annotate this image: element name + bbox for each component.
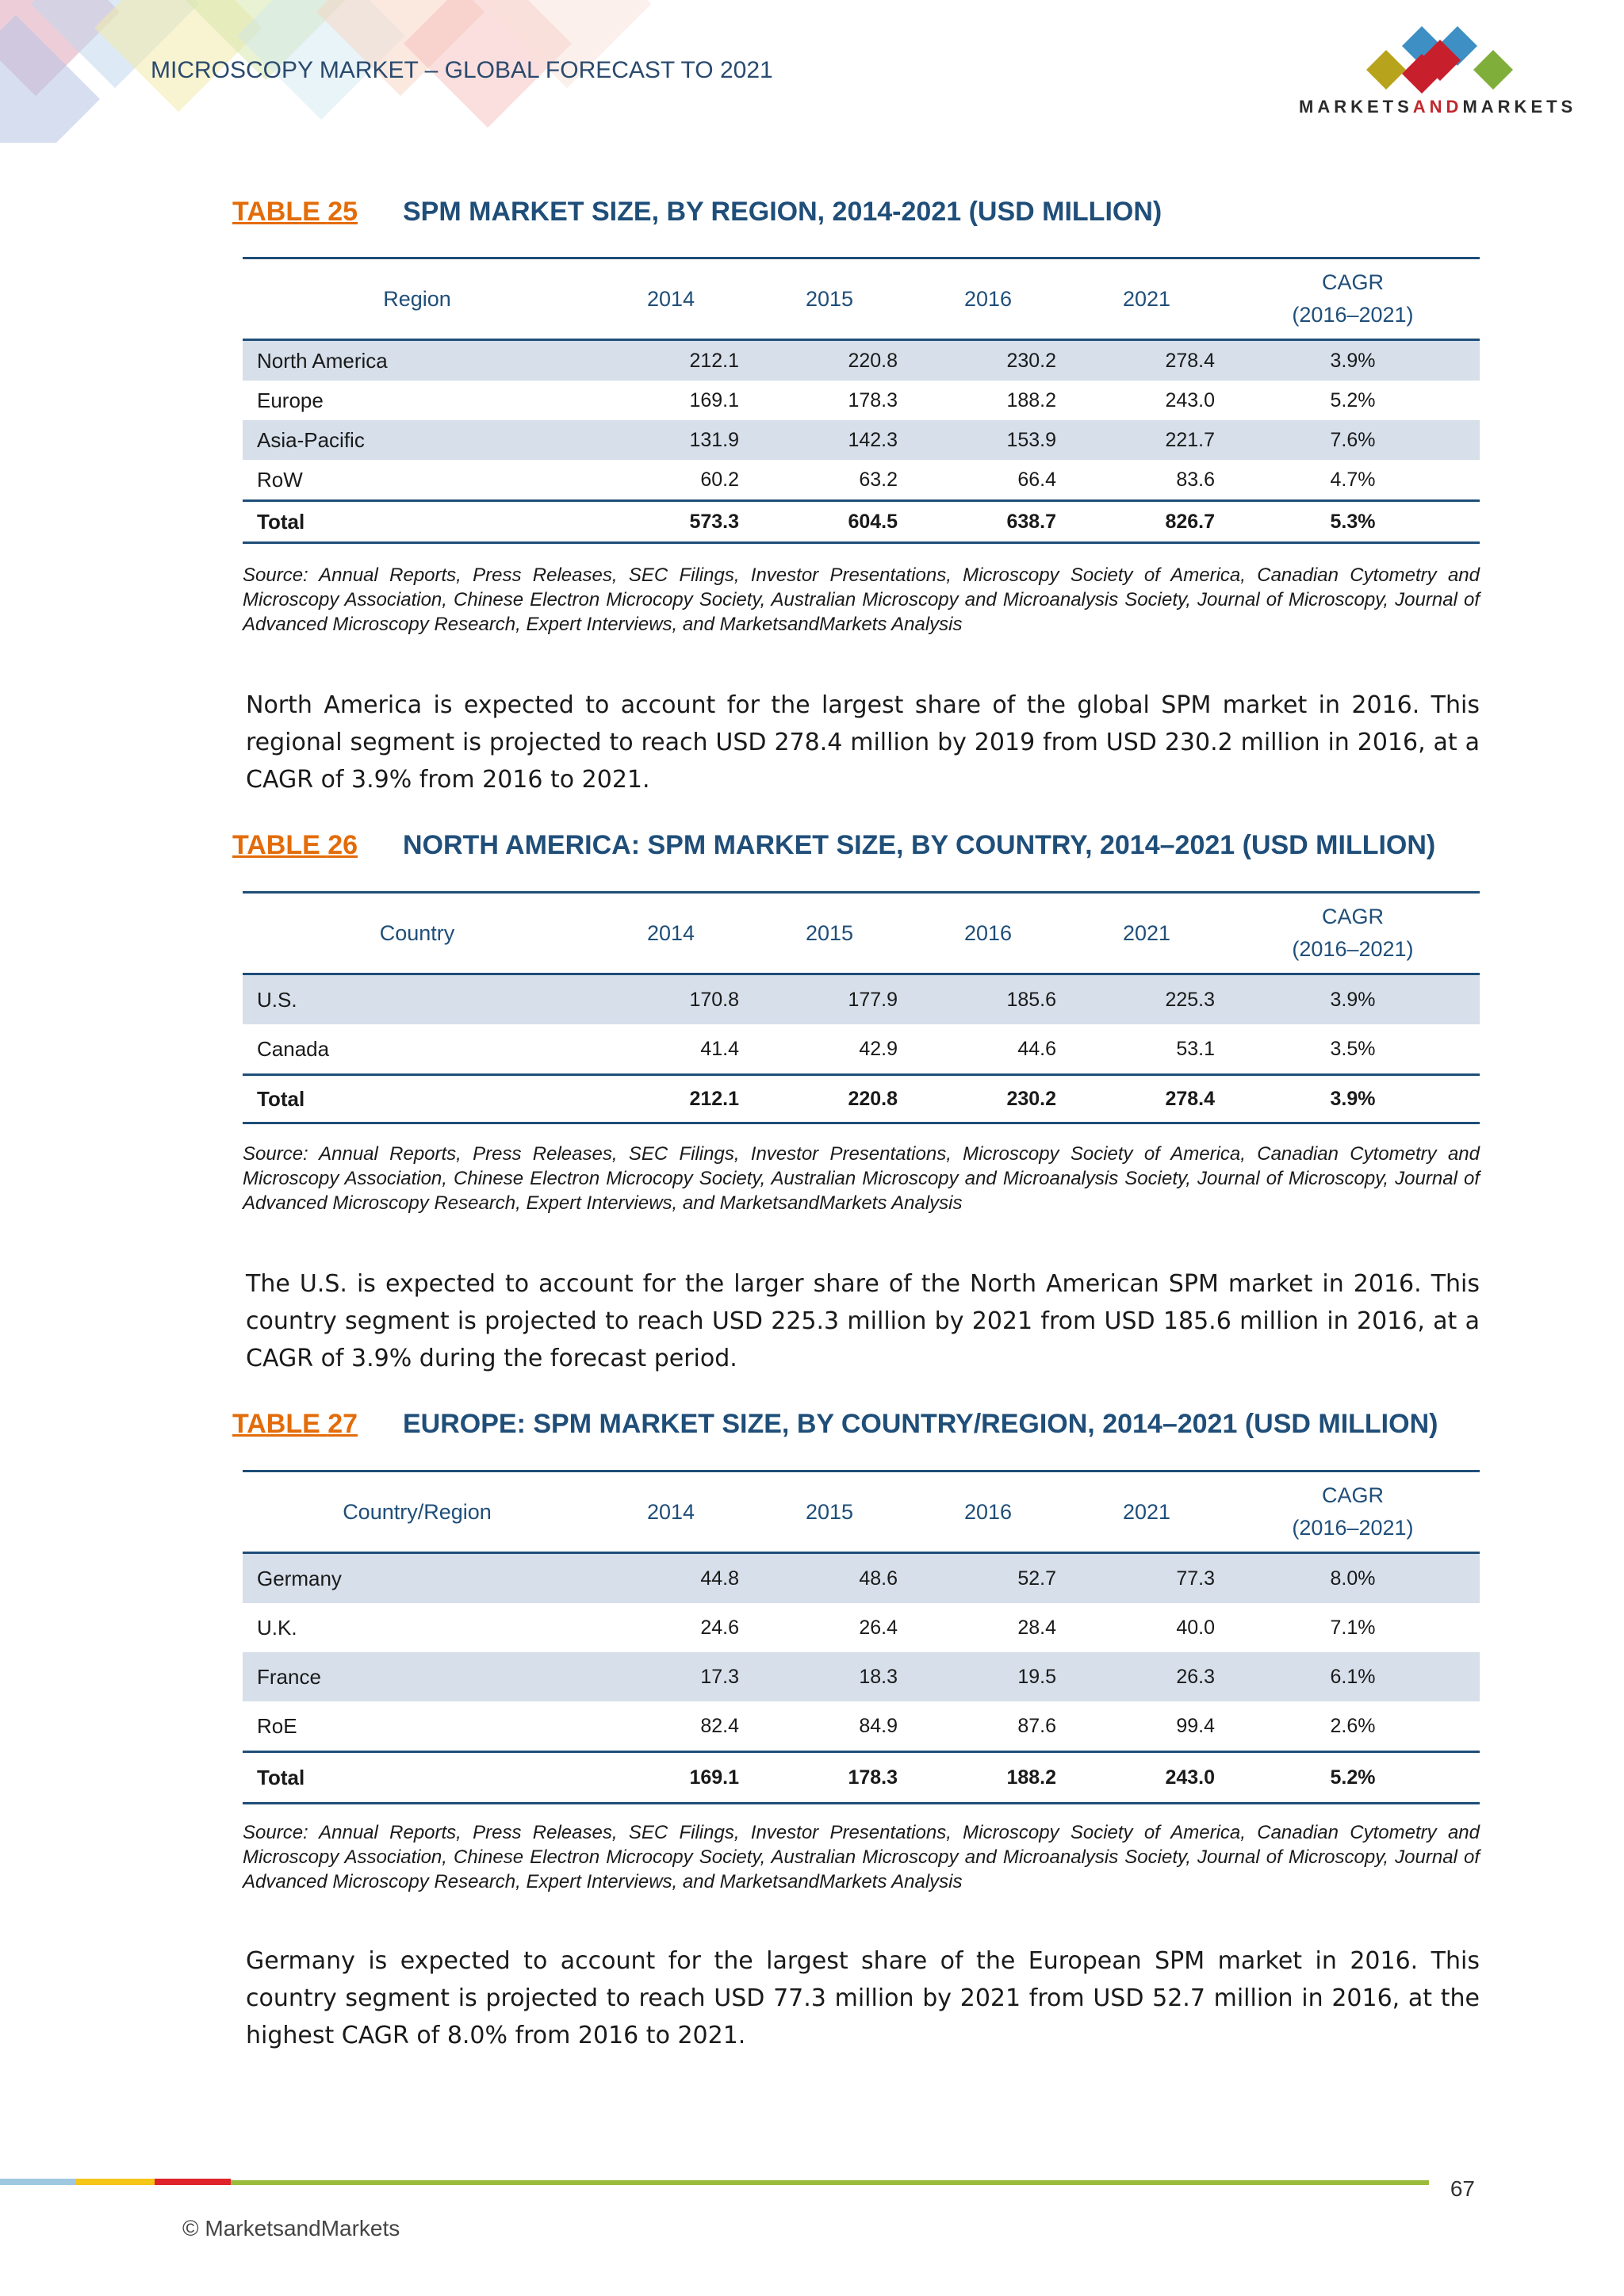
value-cell: 3.5% xyxy=(1330,1037,1376,1060)
table-row xyxy=(243,340,1480,381)
table-title: NORTH AMERICA: SPM MARKET SIZE, BY COUNTRY, 2014–2021 (USD MILLION) xyxy=(403,830,1436,860)
value-cell: 4.7% xyxy=(1330,468,1376,491)
row-label-cell: Canada xyxy=(257,1036,330,1061)
value-cell: 243.0 xyxy=(1067,1752,1226,1804)
table-27 xyxy=(243,1470,1480,1804)
logo-diamonds-icon xyxy=(1299,14,1576,101)
value-cell: 26.4 xyxy=(859,1616,898,1639)
value-cell: 41.4 xyxy=(700,1037,739,1060)
table-row xyxy=(243,1603,1480,1652)
value-cell: 19.5 xyxy=(909,1652,1067,1701)
table-row xyxy=(243,460,1480,501)
value-cell: 82.4 xyxy=(700,1714,739,1737)
table-source-note: Source: Annual Reports, Press Releases, SEC Filings, Investor Presentations, Microscopy Society of America, Canadian Cytometry and Microscopy Association, Chinese Electron Microcopy Society, Australian Microscopy and Microanalysis Society, Journal of Microscopy, Journal of Advanced Microscopy Research, Expert Interviews, and MarketsandMarkets Analysis xyxy=(243,1143,1480,1214)
value-cell: 131.9 xyxy=(592,420,750,460)
table-total-row xyxy=(243,1752,1480,1804)
column-header: 2015 xyxy=(750,893,909,974)
value-cell: 44.8 xyxy=(592,1553,750,1604)
table-27-caption xyxy=(232,1409,1438,1440)
table-title: SPM MARKET SIZE, BY REGION, 2014-2021 (USD MILLION) xyxy=(403,197,1162,227)
table-label: TABLE 27 xyxy=(232,1409,358,1439)
copyright-notice: © MarketsandMarkets xyxy=(182,2216,400,2241)
value-cell: 77.3 xyxy=(1067,1553,1226,1604)
value-cell: 8.0% xyxy=(1226,1553,1480,1604)
marketsandmarkets-logo xyxy=(1299,14,1576,125)
value-cell: 84.9 xyxy=(859,1714,898,1737)
footer-bar-segment xyxy=(155,2179,231,2185)
value-cell: 225.3 xyxy=(1067,974,1226,1025)
value-cell: 7.6% xyxy=(1226,420,1480,460)
value-cell: 28.4 xyxy=(1017,1616,1056,1639)
value-cell: 177.9 xyxy=(750,974,909,1025)
value-cell: 220.8 xyxy=(750,1075,909,1123)
value-cell: 185.6 xyxy=(909,974,1067,1025)
column-header: 2021 xyxy=(1067,1471,1226,1553)
value-cell: 188.2 xyxy=(1006,388,1056,411)
column-header: 2014 xyxy=(592,1471,750,1553)
table-title: EUROPE: SPM MARKET SIZE, BY COUNTRY/REGION, 2014–2021 (USD MILLION) xyxy=(403,1409,1438,1439)
value-cell: 278.4 xyxy=(1067,340,1226,381)
table-total-row xyxy=(243,1075,1480,1123)
value-cell: 40.0 xyxy=(1176,1616,1215,1639)
table-label: TABLE 26 xyxy=(232,830,358,860)
value-cell: 178.3 xyxy=(848,388,898,411)
value-cell: 99.4 xyxy=(1176,1714,1215,1737)
value-cell: 142.3 xyxy=(750,420,909,460)
value-cell: 604.5 xyxy=(750,501,909,543)
logo-wordmark: MARKETSANDMARKETS xyxy=(1299,97,1577,117)
value-cell: 178.3 xyxy=(750,1752,909,1804)
table-source-note: Source: Annual Reports, Press Releases, SEC Filings, Investor Presentations, Microscopy Society of America, Canadian Cytometry and Microscopy Association, Chinese Electron Microcopy Society, Australian Microscopy and Microanalysis Society, Journal of Microscopy, Journal of Advanced Microscopy Research, Expert Interviews, and MarketsandMarkets Analysis xyxy=(243,1822,1480,1892)
table-26 xyxy=(243,891,1480,1124)
value-cell: 44.6 xyxy=(1017,1037,1056,1060)
value-cell: 52.7 xyxy=(909,1553,1067,1604)
value-cell: 6.1% xyxy=(1226,1652,1480,1701)
value-cell: 53.1 xyxy=(1176,1037,1215,1060)
row-label-cell: Germany xyxy=(243,1553,592,1604)
column-header-cagr: CAGR (2016–2021) xyxy=(1226,1471,1480,1553)
value-cell: 169.1 xyxy=(592,1752,750,1804)
column-header: 2015 xyxy=(750,1471,909,1553)
value-cell: 83.6 xyxy=(1176,468,1215,491)
column-header-cagr: CAGR (2016–2021) xyxy=(1226,258,1480,340)
table-26-caption xyxy=(232,830,1435,861)
table-row xyxy=(243,1701,1480,1752)
column-header-cagr: CAGR (2016–2021) xyxy=(1226,893,1480,974)
row-label-cell: Asia-Pacific xyxy=(243,420,592,460)
value-cell: 66.4 xyxy=(1017,468,1056,491)
value-cell: 3.9% xyxy=(1226,1075,1480,1123)
value-cell: 243.0 xyxy=(1165,388,1215,411)
value-cell: 17.3 xyxy=(592,1652,750,1701)
value-cell: 24.6 xyxy=(700,1616,739,1639)
column-header: Region xyxy=(243,258,592,340)
value-cell: 170.8 xyxy=(592,974,750,1025)
column-header: 2016 xyxy=(909,893,1067,974)
table-row xyxy=(243,420,1480,460)
value-cell: 60.2 xyxy=(700,468,739,491)
value-cell: 7.1% xyxy=(1330,1616,1376,1639)
column-header: 2014 xyxy=(592,258,750,340)
value-cell: 18.3 xyxy=(750,1652,909,1701)
table-source-note: Source: Annual Reports, Press Releases, SEC Filings, Investor Presentations, Microscopy Society of America, Canadian Cytometry and Microscopy Association, Chinese Electron Microcopy Society, Australian Microscopy and Microanalysis Society, Journal of Microscopy, Journal of Advanced Microscopy Research, Expert Interviews, and MarketsandMarkets Analysis xyxy=(243,564,1480,635)
column-header: Country xyxy=(243,893,592,974)
body-paragraph: The U.S. is expected to account for the larger share of the North American SPM market in 2016. This country segment is projected to reach USD 225.3 million by 2021 from USD 185.6 million in 2016, at a CAGR of 3.9% during the forecast period. xyxy=(246,1270,1480,1372)
body-paragraph: North America is expected to account for the largest share of the global SPM market in 2016. This regional segment is projected to reach USD 278.4 million by 2019 from USD 230.2 million in 2016, at a CAGR of 3.9% from 2016 to 2021. xyxy=(246,691,1480,794)
value-cell: 63.2 xyxy=(859,468,898,491)
value-cell: 5.2% xyxy=(1226,1752,1480,1804)
value-cell: 278.4 xyxy=(1067,1075,1226,1123)
value-cell: 826.7 xyxy=(1067,501,1226,543)
table-row xyxy=(243,974,1480,1025)
value-cell: 212.1 xyxy=(592,340,750,381)
footer-bar-segment xyxy=(231,2180,1429,2185)
value-cell: 5.3% xyxy=(1226,501,1480,543)
value-cell: 3.9% xyxy=(1226,974,1480,1025)
value-cell: 153.9 xyxy=(909,420,1067,460)
page-number: 67 xyxy=(1450,2176,1475,2201)
table-25 xyxy=(243,257,1480,544)
value-cell: 638.7 xyxy=(909,501,1067,543)
column-header: 2016 xyxy=(909,258,1067,340)
table-25-caption xyxy=(232,197,1162,228)
value-cell: 220.8 xyxy=(750,340,909,381)
table-total-row xyxy=(243,501,1480,543)
column-header: 2021 xyxy=(1067,893,1226,974)
body-paragraph: Germany is expected to account for the largest share of the European SPM market in 2016. This country segment is projected to reach USD 77.3 million by 2021 from USD 52.7 million in 2016, at the highest CAGR of 8.0% from 2016 to 2021. xyxy=(246,1947,1480,2049)
footer-bar-segment xyxy=(0,2179,75,2185)
column-header: Country/Region xyxy=(243,1471,592,1553)
value-cell: 87.6 xyxy=(1017,1714,1056,1737)
row-label-cell: Total xyxy=(243,1752,592,1804)
table-label: TABLE 25 xyxy=(232,197,358,227)
value-cell: 169.1 xyxy=(689,388,739,411)
value-cell: 3.9% xyxy=(1226,340,1480,381)
column-header: 2014 xyxy=(592,893,750,974)
table-row xyxy=(243,1553,1480,1604)
row-label-cell: U.K. xyxy=(257,1615,297,1640)
row-label-cell: Total xyxy=(243,501,592,543)
row-label-cell: Europe xyxy=(257,388,324,412)
row-label-cell: RoE xyxy=(257,1713,297,1738)
value-cell: 230.2 xyxy=(909,1075,1067,1123)
value-cell: 573.3 xyxy=(592,501,750,543)
column-header: 2015 xyxy=(750,258,909,340)
value-cell: 48.6 xyxy=(750,1553,909,1604)
value-cell: 2.6% xyxy=(1330,1714,1376,1737)
row-label-cell: U.S. xyxy=(243,974,592,1025)
value-cell: 221.7 xyxy=(1067,420,1226,460)
value-cell: 5.2% xyxy=(1330,388,1376,411)
row-label-cell: France xyxy=(243,1652,592,1701)
table-row xyxy=(243,1652,1480,1701)
column-header: 2021 xyxy=(1067,258,1226,340)
row-label-cell: Total xyxy=(243,1075,592,1123)
table-row xyxy=(243,1024,1480,1075)
footer-bar-segment xyxy=(75,2179,155,2185)
row-label-cell: RoW xyxy=(257,467,303,492)
row-label-cell: North America xyxy=(243,340,592,381)
value-cell: 42.9 xyxy=(859,1037,898,1060)
column-header: 2016 xyxy=(909,1471,1067,1553)
value-cell: 230.2 xyxy=(909,340,1067,381)
table-row xyxy=(243,381,1480,420)
value-cell: 212.1 xyxy=(592,1075,750,1123)
document-header-title: MICROSCOPY MARKET – GLOBAL FORECAST TO 2021 xyxy=(151,57,773,83)
value-cell: 188.2 xyxy=(909,1752,1067,1804)
value-cell: 26.3 xyxy=(1067,1652,1226,1701)
